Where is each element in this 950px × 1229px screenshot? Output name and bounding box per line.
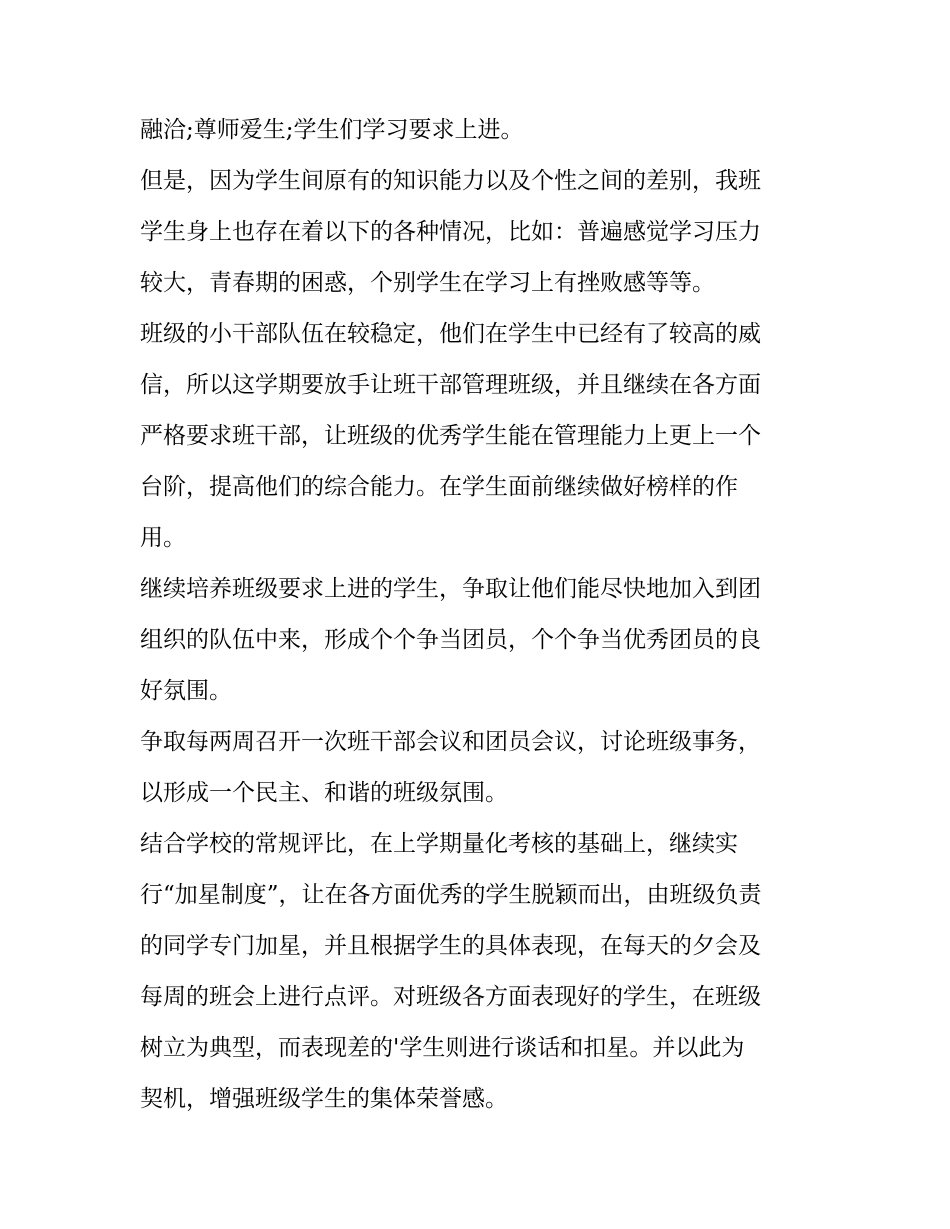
text-line: 以形成一个民主、和谐的班级氛围。 (140, 780, 508, 806)
text-line: 信，所以这学期要放手让班干部管理班级，并且继续在各方面 (140, 372, 761, 398)
text-line: 但是，因为学生间原有的知识能力以及个性之间的差别，我班 (140, 168, 761, 194)
text-line: 行“加星制度”，让在各方面优秀的学生脱颖而出，由班级负责 (140, 882, 762, 908)
text-line: 较大，青春期的困惑，个别学生在学习上有挫败感等等。 (140, 270, 715, 296)
text-line: 树立为典型，而表现差的'学生则进行谈话和扣星。并以此为 (140, 1035, 745, 1061)
text-line: 争取每两周召开一次班干部会议和团员会议，讨论班级事务， (140, 729, 761, 755)
text-line: 组织的队伍中来，形成个个争当团员，个个争当优秀团员的良 (140, 627, 761, 653)
text-line: 学生身上也存在着以下的各种情况，比如：普遍感觉学习压力 (140, 219, 761, 245)
text-line: 契机，增强班级学生的集体荣誉感。 (140, 1086, 508, 1112)
text-line: 好氛围。 (140, 678, 232, 704)
text-line: 结合学校的常规评比，在上学期量化考核的基础上，继续实 (140, 831, 738, 857)
text-line: 台阶，提高他们的综合能力。在学生面前继续做好榜样的作 (140, 474, 738, 500)
text-line: 每周的班会上进行点评。对班级各方面表现好的学生，在班级 (140, 984, 761, 1010)
text-line: 用。 (140, 525, 186, 551)
text-line: 的同学专门加星，并且根据学生的具体表现，在每天的夕会及 (140, 933, 761, 959)
body-text (140, 108, 820, 1128)
text-line: 严格要求班干部，让班级的优秀学生能在管理能力上更上一个 (140, 423, 761, 449)
text-line: 融洽;尊师爱生;学生们学习要求上进。 (140, 117, 524, 143)
text-line: 继续培养班级要求上进的学生，争取让他们能尽快地加入到团 (140, 576, 761, 602)
text-line: 班级的小干部队伍在较稳定，他们在学生中已经有了较高的威 (140, 321, 761, 347)
